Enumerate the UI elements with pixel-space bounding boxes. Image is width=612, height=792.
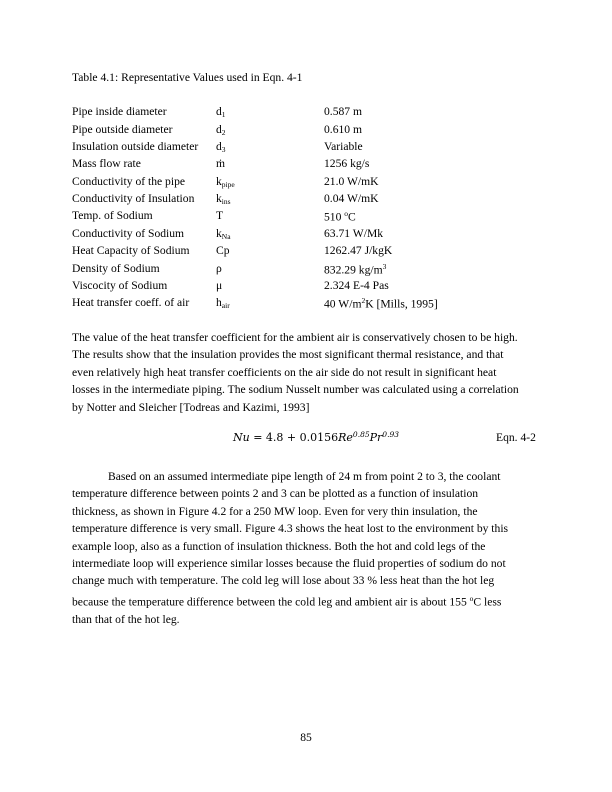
param-label: Temp. of Sodium: [72, 209, 153, 222]
body-paragraph-2: Based on an assumed intermediate pipe length of 24 m from point 2 to 3, the coolant temperature difference between points 2 and 3 can be plotted as a function of insulation thickness, as shown in Figure 4.2 for a 250 MW loop. Even for very thin insulation, the temperature difference is very small. Figure 4.3 shows the heat lost to the environment by this example loop, also as a function of insulation thickness. Both the hot and cold legs of the intermediate loop will experience similar losses because the fluid properties of sodium do not change much with temperature. The cold leg will lose about 33 % less heat than the hot leg because the temperature difference between the cold leg and ambient air is about 155 $^o$C less than that of the hot leg.: [72, 470, 509, 626]
table-row: [0, 141, 612, 155]
param-label: Conductivity of Insulation: [72, 192, 195, 205]
page-number: 85: [300, 731, 312, 744]
param-value: 0.587 m: [324, 105, 363, 118]
table-row: [0, 158, 612, 172]
table-row: [0, 193, 612, 207]
table-row: [0, 106, 612, 120]
param-symbol: ρ: [216, 262, 222, 275]
param-value: 40 $W/m^2K$ [Mills, 1995]: [324, 296, 438, 311]
param-value: 63.71 W/Mk: [324, 227, 384, 240]
param-value: 832.29 $kg/m^3$: [324, 262, 387, 277]
param-label: Density of Sodium: [72, 262, 160, 275]
table-row: [0, 263, 612, 277]
param-symbol: $k_{Na}$: [216, 227, 231, 241]
param-label: Mass flow rate: [72, 157, 141, 170]
param-symbol: μ: [216, 279, 223, 292]
table-row: [0, 228, 612, 242]
table-row: [0, 176, 612, 190]
table-row: [0, 245, 612, 259]
param-symbol: Cp: [216, 244, 230, 257]
param-symbol: $k_{pipe}$: [216, 175, 235, 189]
param-symbol: $d_2$: [216, 123, 226, 137]
equation-nusselt: $Nu = 4.8 + 0.0156Re^{0.85}Pr^{0.93}$: [233, 429, 399, 444]
param-symbol: ṁ: [216, 157, 226, 170]
table-caption: Table 4.1: Representative Values used in Eqn. 4-1: [72, 71, 303, 84]
param-value: 1262.47 J/kgK: [324, 244, 393, 257]
param-value: 2.324 E-4 Pas: [324, 279, 389, 292]
param-label: Heat transfer coeff. of air: [72, 296, 190, 309]
table-row: [0, 124, 612, 138]
param-symbol: $h_{air}$: [216, 296, 230, 310]
param-label: Viscocity of Sodium: [72, 279, 168, 292]
param-value: 510 $^o$C: [324, 209, 356, 224]
body-paragraph-1: The value of the heat transfer coefficient for the ambient air is conservatively chosen to be high. The results show that the insulation provides the most significant thermal resistance, and that even relatively high heat transfer coefficients on the air side do not result in significant heat losses in the intermediate piping. The sodium Nusselt number was calculated using a correlation by Notter and Sleicher [Todreas and Kazimi, 1993]: [72, 331, 519, 414]
param-label: Pipe inside diameter: [72, 105, 167, 118]
equation-label: Eqn. 4-2: [496, 431, 536, 444]
param-value: 0.610 m: [324, 123, 363, 136]
param-symbol: $d_1$: [216, 105, 226, 119]
table-row: [0, 210, 612, 224]
param-value: 0.04 W/mK: [324, 192, 379, 205]
param-label: Insulation outside diameter: [72, 140, 199, 153]
param-value: 21.0 W/mK: [324, 175, 379, 188]
param-symbol: T: [216, 209, 224, 222]
param-label: Conductivity of Sodium: [72, 227, 185, 240]
param-label: Conductivity of the pipe: [72, 175, 186, 188]
table-row: [0, 297, 612, 311]
param-symbol: $k_{ins}$: [216, 192, 231, 206]
param-symbol: $d_3$: [216, 140, 226, 154]
param-value: Variable: [324, 140, 363, 153]
param-label: Heat Capacity of Sodium: [72, 244, 190, 257]
param-label: Pipe outside diameter: [72, 123, 173, 136]
table-row: [0, 280, 612, 294]
param-value: 1256 kg/s: [324, 157, 370, 170]
